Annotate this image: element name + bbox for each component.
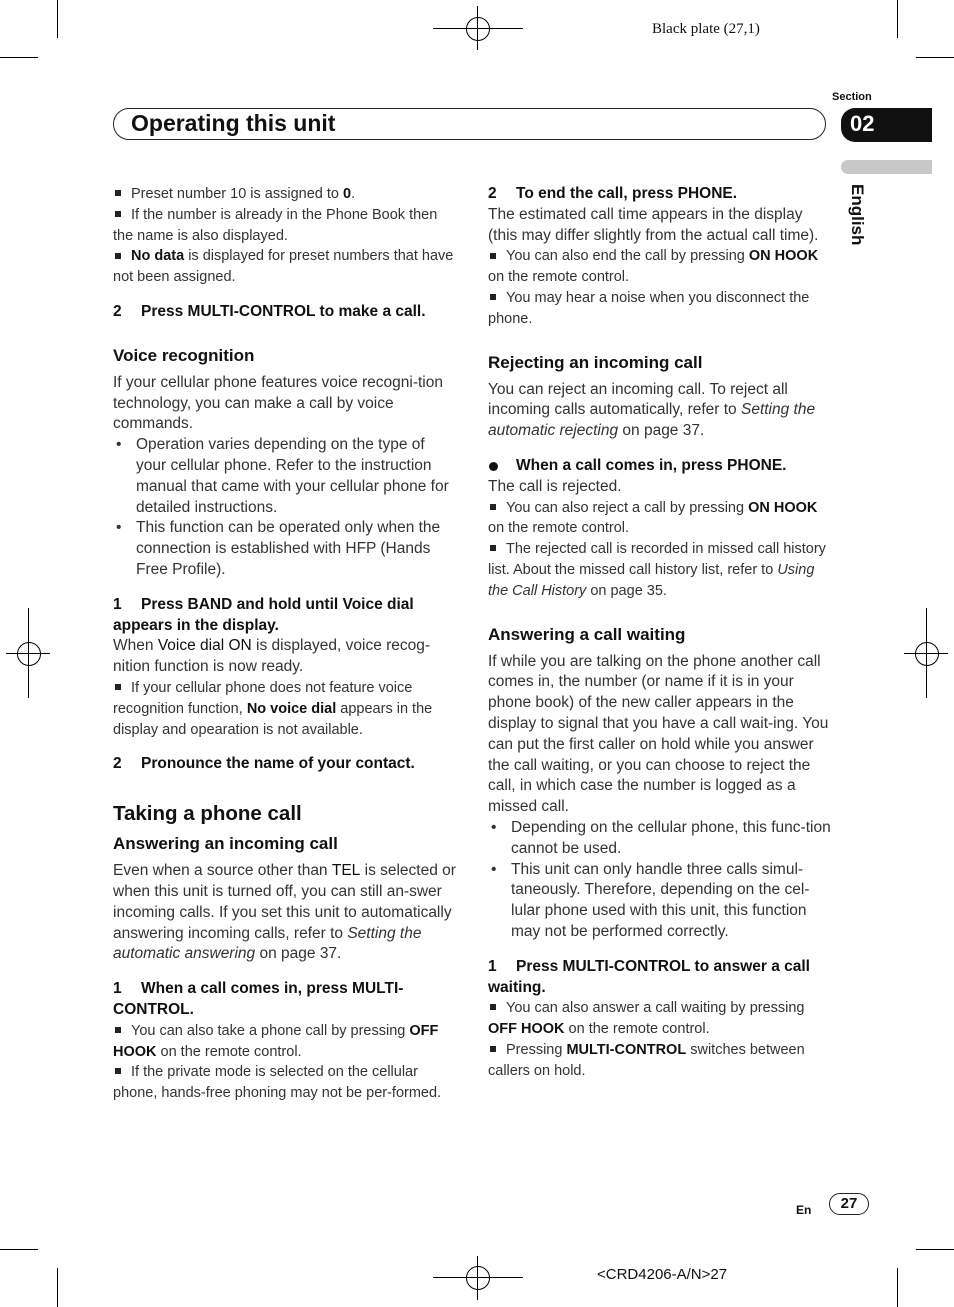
- square-bullet-icon: [115, 190, 121, 196]
- page-number: 27: [829, 1193, 869, 1215]
- step: 2 To end the call, press PHONE.: [488, 185, 738, 202]
- step: 1 Press BAND and hold until Voice dial appears in the display.: [113, 595, 414, 634]
- note: Preset number 10 is assigned to 0.: [113, 184, 458, 205]
- note: If the private mode is selected on the cellular phone, hands-free phoning may not be per-formed.: [113, 1064, 442, 1102]
- right-column: [488, 184, 833, 1081]
- page-title: Operating this unit: [131, 110, 336, 136]
- square-bullet-icon: [115, 684, 121, 690]
- section-number: 02: [850, 111, 875, 136]
- bullet-item: • Operation varies depending on the type of your cellular phone. Refer to the instruction manual that came with your cellular phone for detailed instructions.: [113, 435, 458, 518]
- paragraph: The estimated call time appears in the display (this may differ slightly from the actual call time).: [488, 205, 819, 244]
- note: You can also end the call by pressing ON HOOK on the remote control.: [488, 248, 819, 286]
- section-label: Section: [832, 91, 872, 103]
- section-heading: Answering a call waiting: [488, 624, 686, 644]
- bullet-item: • This function can be operated only when the connection is established with HFP (Hands Free Profile).: [113, 518, 458, 580]
- note: No data is displayed for preset numbers that have not been assigned.: [113, 248, 454, 286]
- section-heading: Voice recognition: [113, 345, 255, 365]
- registration-mark-bottom: [466, 1266, 490, 1290]
- note: Pressing MULTI-CONTROL switches between callers on hold.: [488, 1041, 805, 1079]
- square-bullet-icon: [490, 294, 496, 300]
- paragraph: The call is rejected.: [488, 477, 622, 495]
- square-bullet-icon: [115, 253, 121, 259]
- crop-mark: [916, 1249, 954, 1250]
- language-tab: English: [848, 184, 867, 246]
- note: If your cellular phone does not feature voice recognition function, No voice dial appears in the display and opearation is not available.: [113, 679, 433, 738]
- step: When a call comes in, press PHONE.: [488, 456, 833, 477]
- bullet-item: • This unit can only handle three calls simul-taneously. Therefore, depending on the cel-lular phone used with this unit, this function may not be performed correctly.: [488, 860, 833, 943]
- page-language: En: [796, 1203, 812, 1217]
- main-heading: Taking a phone call: [113, 802, 302, 826]
- square-bullet-icon: [490, 253, 496, 259]
- note: You may hear a noise when you disconnect the phone.: [488, 289, 810, 327]
- square-bullet-icon: [490, 1046, 496, 1052]
- note: If the number is already in the Phone Book then the name is also displayed.: [113, 206, 438, 244]
- square-bullet-icon: [490, 1004, 496, 1010]
- plate-label: Black plate (27,1): [652, 21, 760, 37]
- step: 2 Pronounce the name of your contact.: [113, 755, 415, 773]
- square-bullet-icon: [115, 211, 121, 217]
- square-bullet-icon: [490, 504, 496, 510]
- registration-mark-right: [915, 642, 939, 666]
- note: The rejected call is recorded in missed call history list. About the missed call history list, refer to Using the Call History on page 35.: [488, 541, 826, 599]
- crop-mark: [0, 57, 38, 58]
- step: 1 When a call comes in, press MULTI-CONTROL.: [113, 980, 404, 1018]
- crop-mark: [57, 1268, 58, 1307]
- document-code: <CRD4206-A/N>27: [597, 1266, 728, 1283]
- registration-mark-left: [17, 642, 41, 666]
- language-tab-bar: [841, 160, 932, 174]
- step: 2 Press MULTI-CONTROL to make a call.: [113, 302, 426, 320]
- section-heading: Answering an incoming call: [113, 834, 338, 854]
- crop-mark: [897, 1268, 898, 1307]
- note: You can also take a phone call by pressing OFF HOOK on the remote control.: [113, 1022, 439, 1060]
- note: You can also answer a call waiting by pressing OFF HOOK on the remote control.: [488, 1000, 805, 1038]
- paragraph: You can reject an incoming call. To reject all incoming calls automatically, refer to Setting the automatic rejecting on page 37.: [488, 380, 816, 440]
- section-heading: Rejecting an incoming call: [488, 352, 703, 372]
- left-column: [113, 184, 458, 1104]
- crop-mark: [0, 1249, 38, 1250]
- crop-mark: [916, 57, 954, 58]
- paragraph: When Voice dial ON is displayed, voice recog-nition function is now ready.: [113, 637, 431, 676]
- bullet-item: • Depending on the cellular phone, this func-tion cannot be used.: [488, 818, 833, 860]
- paragraph: If while you are talking on the phone another call comes in, the number (or name if it is in your phone book) of the new caller appears in the display to signal that you have a call wait-ing. You can put the first caller on hold while you answer the call waiting, or you can choose to reject the call, in which case the number is logged as a missed call.: [488, 652, 829, 816]
- round-bullet-icon: [489, 462, 498, 471]
- square-bullet-icon: [115, 1068, 121, 1074]
- paragraph: If your cellular phone features voice recogni-tion technology, you can make a call by voice commands.: [113, 373, 443, 433]
- note: You can also reject a call by pressing ON HOOK on the remote control.: [488, 499, 818, 537]
- crop-mark: [897, 0, 898, 38]
- square-bullet-icon: [115, 1027, 121, 1033]
- step: 1 Press MULTI-CONTROL to answer a call waiting.: [488, 957, 810, 996]
- registration-mark-top: [466, 17, 490, 41]
- crop-mark: [57, 0, 58, 38]
- square-bullet-icon: [490, 545, 496, 551]
- paragraph: Even when a source other than TEL is selected or when this unit is turned off, you can still an-swer incoming calls. If you set this unit to automatically answering incoming calls, refer to Setting the automatic answering on page 37.: [113, 862, 456, 963]
